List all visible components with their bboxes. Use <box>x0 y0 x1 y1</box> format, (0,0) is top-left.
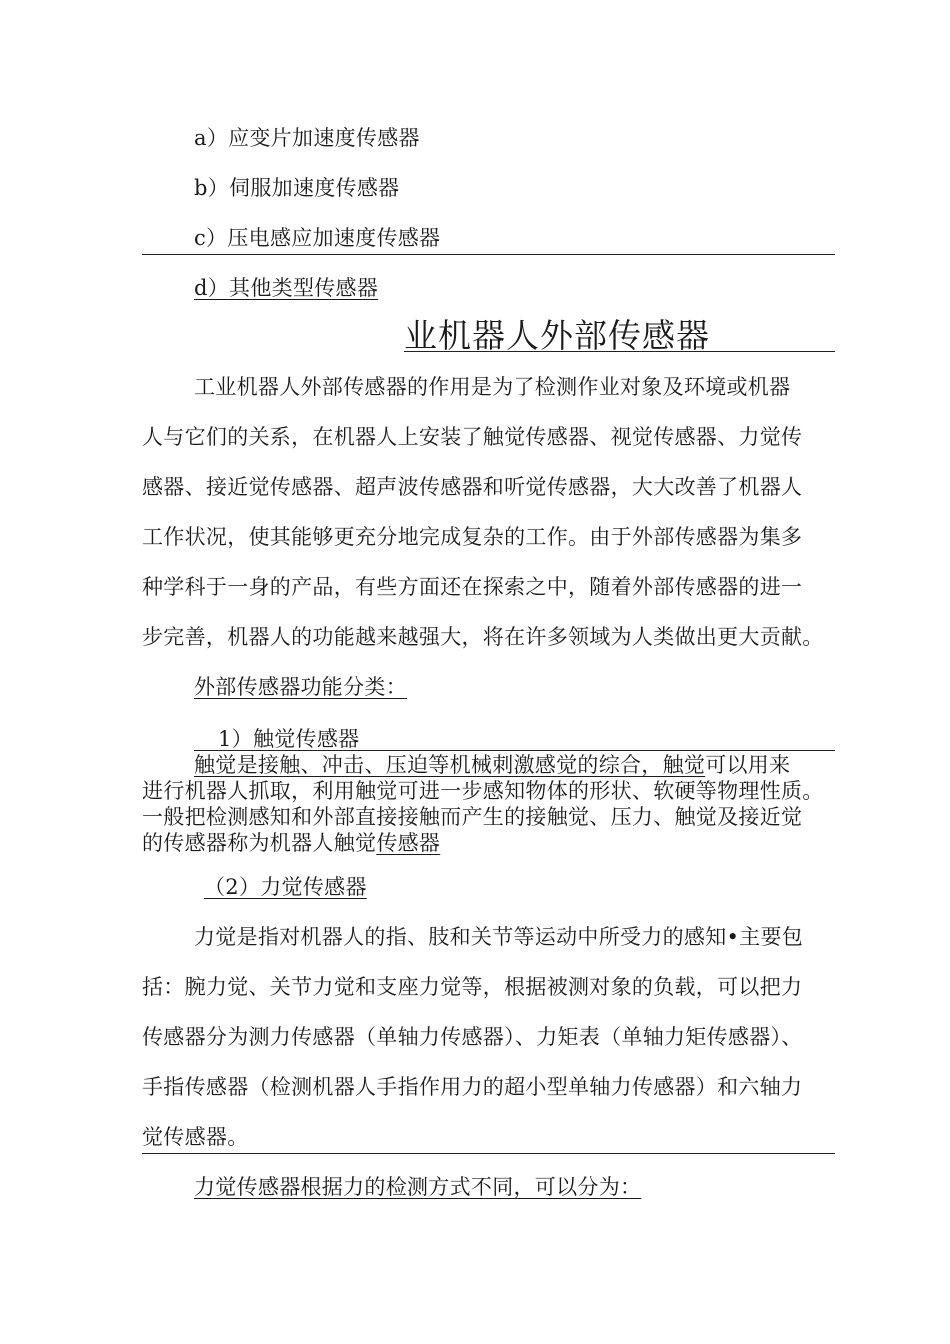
intro-line-4: 工作状况，使其能够更充分地完成复杂的工作。由于外部传感器为集多 <box>142 525 803 549</box>
classification-heading: 外部传感器功能分类： <box>194 675 407 699</box>
list-item-b: b）伺服加速度传感器 <box>194 176 400 200</box>
force-line-2: 括：腕力觉、关节力觉和支座力觉等，根据被测对象的负载，可以把力 <box>142 975 803 999</box>
force-line-4: 手指传感器（检测机器人手指作用力的超小型单轴力传感器）和六轴力 <box>142 1075 803 1099</box>
section-title: 业机器人外部传感器 <box>404 316 710 355</box>
tactile-line-4-plain: 的传感器称为机器人触觉 <box>142 831 377 855</box>
title-underline <box>404 351 835 352</box>
tactile-line-4 <box>142 830 440 856</box>
intro-line-6: 步完善，机器人的功能越来越强大，将在许多领域为人类做出更大贡献。 <box>142 625 824 649</box>
force-line-3: 传感器分为测力传感器（单轴力传感器）、力矩表（单轴力矩传感器）、 <box>142 1025 803 1049</box>
tactile-line-2: 进行机器人抓取，利用触觉可进一步感知物体的形状、软硬等物理性质。 <box>142 779 824 803</box>
tactile-heading: 1）触觉传感器 <box>218 727 360 751</box>
intro-line-3: 感器、接近觉传感器、超声波传感器和听觉传感器，大大改善了机器人 <box>142 475 803 499</box>
tactile-line-1 <box>194 752 790 778</box>
force-line-1: 力觉是指对机器人的指、肢和关节等运动中所受力的感知•主要包 <box>194 925 804 949</box>
tactile-rule <box>194 750 835 751</box>
list-item-d: d）其他类型传感器 <box>194 276 379 300</box>
force-heading: （2）力觉传感器 <box>204 875 367 899</box>
intro-line-2: 人与它们的关系，在机器人上安装了触觉传感器、视觉传感器、力觉传 <box>142 425 803 449</box>
list-item-c: c）压电感应加速度传感器 <box>194 226 441 250</box>
force-line-5: 觉传感器。 <box>142 1125 249 1149</box>
tactile-line-1-underlined: 触觉是接触、冲击、压迫等机械刺激感觉的综合，触觉 <box>194 753 706 777</box>
intro-line-5: 种学科于一身的产品，有些方面还在探索之中，随着外部传感器的进一 <box>142 575 803 599</box>
divider-line <box>142 254 835 255</box>
intro-line-1: 工业机器人外部传感器的作用是为了检测作业对象及环境或机器 <box>194 375 791 399</box>
tactile-line-4-underlined: 传感器 <box>376 831 441 855</box>
force-closing: 力觉传感器根据力的检测方式不同，可以分为： <box>194 1175 642 1199</box>
list-item-a: a）应变片加速度传感器 <box>194 126 420 150</box>
tactile-line-1-rest: 可以用来 <box>705 753 791 777</box>
force-divider <box>142 1153 835 1154</box>
tactile-line-3: 一般把检测感知和外部直接接触而产生的接触觉、压力、触觉及接近觉 <box>142 805 803 829</box>
